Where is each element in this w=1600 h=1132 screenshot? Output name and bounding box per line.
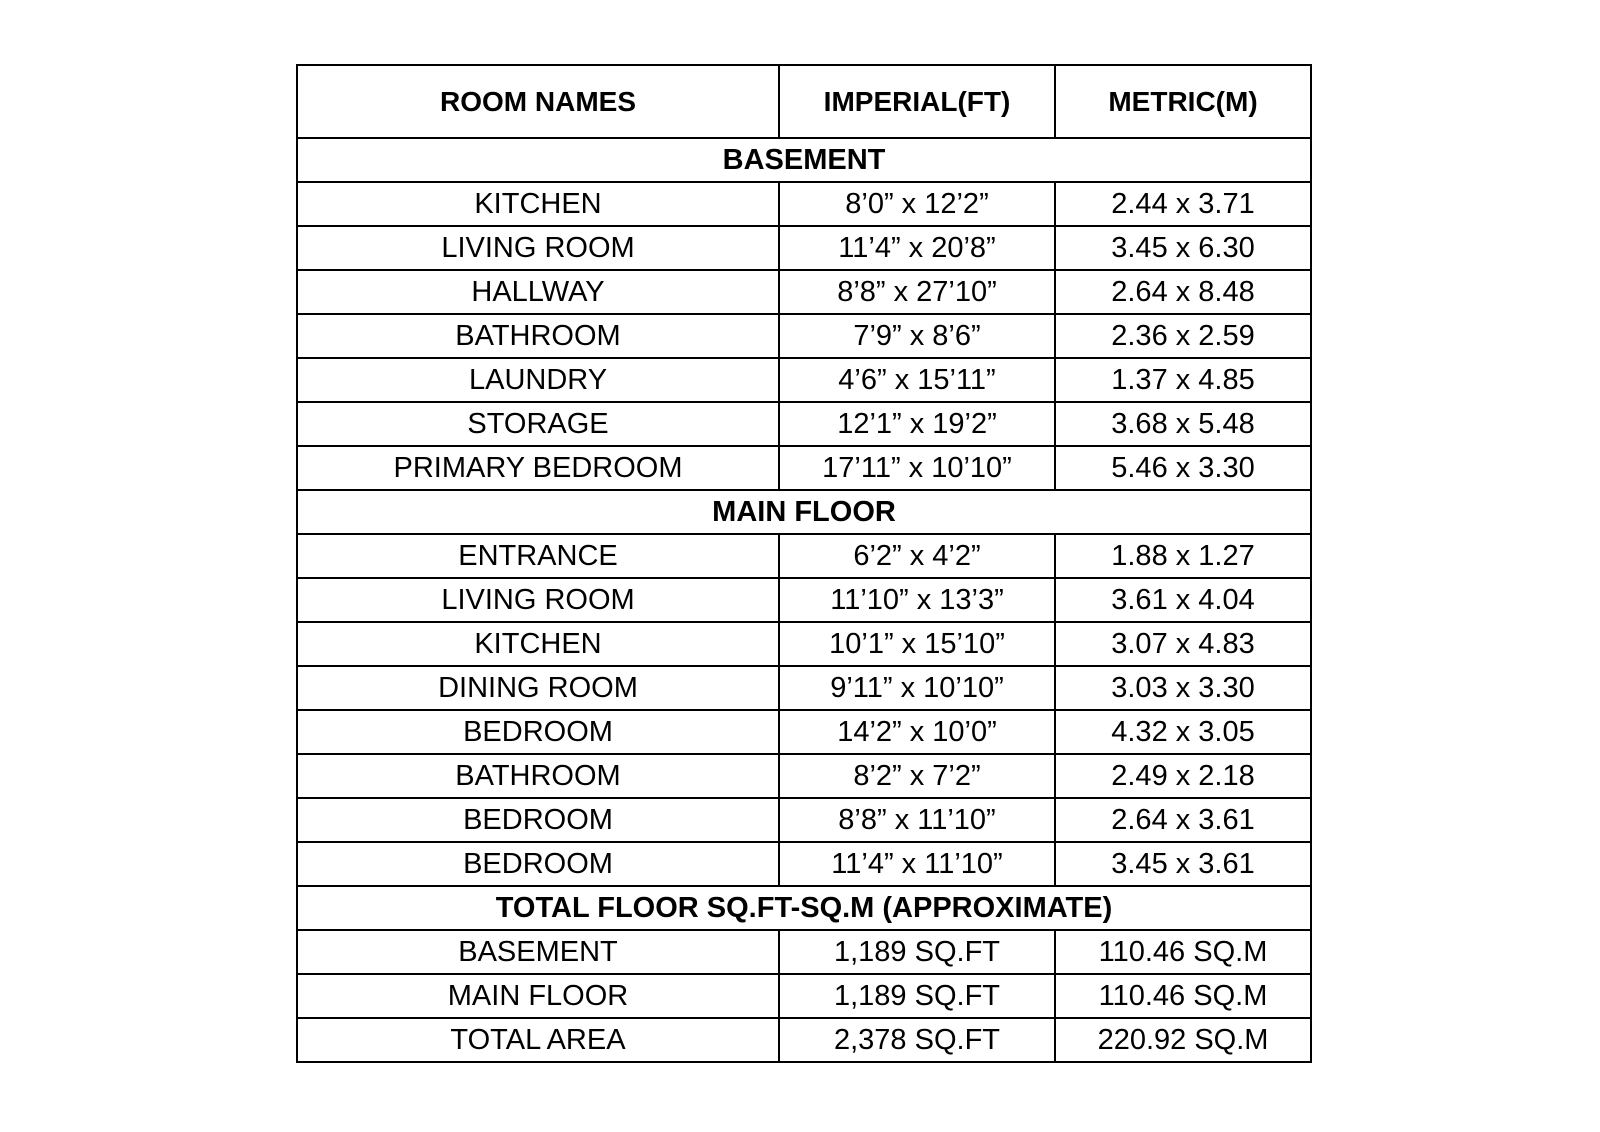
metric-cell: 2.64 x 8.48 [1055,270,1311,314]
room-name-cell: LAUNDRY [297,358,779,402]
room-name-cell: KITCHEN [297,622,779,666]
table-row [297,710,1311,754]
metric-cell: 220.92 SQ.M [1055,1018,1311,1062]
table-row [297,270,1311,314]
table-body [297,138,1311,1062]
table-row [297,974,1311,1018]
room-name-cell: BASEMENT [297,930,779,974]
room-name-cell: KITCHEN [297,182,779,226]
imperial-cell: 8’0” x 12’2” [779,182,1055,226]
metric-cell: 3.45 x 6.30 [1055,226,1311,270]
room-name-cell: LIVING ROOM [297,578,779,622]
section-row [297,490,1311,534]
metric-cell: 3.07 x 4.83 [1055,622,1311,666]
section-title: BASEMENT [297,138,1311,182]
imperial-cell: 14’2” x 10’0” [779,710,1055,754]
imperial-cell: 11’10” x 13’3” [779,578,1055,622]
imperial-cell: 11’4” x 20’8” [779,226,1055,270]
table-row [297,1018,1311,1062]
table-row [297,534,1311,578]
room-name-cell: BEDROOM [297,842,779,886]
metric-cell: 2.36 x 2.59 [1055,314,1311,358]
table-row [297,314,1311,358]
room-name-cell: BATHROOM [297,754,779,798]
room-name-cell: DINING ROOM [297,666,779,710]
imperial-cell: 2,378 SQ.FT [779,1018,1055,1062]
metric-cell: 5.46 x 3.30 [1055,446,1311,490]
imperial-cell: 8’2” x 7’2” [779,754,1055,798]
header-imperial: IMPERIAL(FT) [779,65,1055,138]
table-row [297,402,1311,446]
table-row [297,930,1311,974]
imperial-cell: 4’6” x 15’11” [779,358,1055,402]
imperial-cell: 1,189 SQ.FT [779,974,1055,1018]
room-name-cell: MAIN FLOOR [297,974,779,1018]
room-name-cell: BEDROOM [297,710,779,754]
imperial-cell: 1,189 SQ.FT [779,930,1055,974]
table-row [297,226,1311,270]
imperial-cell: 6’2” x 4’2” [779,534,1055,578]
section-row [297,138,1311,182]
imperial-cell: 17’11” x 10’10” [779,446,1055,490]
room-dimensions-sheet [296,64,1310,1063]
section-title: MAIN FLOOR [297,490,1311,534]
metric-cell: 2.44 x 3.71 [1055,182,1311,226]
room-name-cell: BATHROOM [297,314,779,358]
imperial-cell: 10’1” x 15’10” [779,622,1055,666]
table-row [297,182,1311,226]
imperial-cell: 8’8” x 27’10” [779,270,1055,314]
table-row [297,798,1311,842]
metric-cell: 110.46 SQ.M [1055,974,1311,1018]
table-row [297,622,1311,666]
imperial-cell: 11’4” x 11’10” [779,842,1055,886]
section-title: TOTAL FLOOR SQ.FT-SQ.M (APPROXIMATE) [297,886,1311,930]
metric-cell: 3.68 x 5.48 [1055,402,1311,446]
header-row [297,65,1311,138]
table-row [297,842,1311,886]
section-row [297,886,1311,930]
header-metric: METRIC(M) [1055,65,1311,138]
metric-cell: 110.46 SQ.M [1055,930,1311,974]
room-name-cell: BEDROOM [297,798,779,842]
metric-cell: 3.61 x 4.04 [1055,578,1311,622]
metric-cell: 1.88 x 1.27 [1055,534,1311,578]
imperial-cell: 12’1” x 19’2” [779,402,1055,446]
metric-cell: 3.45 x 3.61 [1055,842,1311,886]
metric-cell: 4.32 x 3.05 [1055,710,1311,754]
table-row [297,446,1311,490]
metric-cell: 2.64 x 3.61 [1055,798,1311,842]
room-name-cell: ENTRANCE [297,534,779,578]
table-row [297,358,1311,402]
table-row [297,578,1311,622]
imperial-cell: 9’11” x 10’10” [779,666,1055,710]
imperial-cell: 7’9” x 8’6” [779,314,1055,358]
room-name-cell: STORAGE [297,402,779,446]
room-name-cell: HALLWAY [297,270,779,314]
imperial-cell: 8’8” x 11’10” [779,798,1055,842]
room-name-cell: PRIMARY BEDROOM [297,446,779,490]
metric-cell: 2.49 x 2.18 [1055,754,1311,798]
room-name-cell: LIVING ROOM [297,226,779,270]
header-room-names: ROOM NAMES [297,65,779,138]
table-row [297,666,1311,710]
room-name-cell: TOTAL AREA [297,1018,779,1062]
metric-cell: 3.03 x 3.30 [1055,666,1311,710]
table-row [297,754,1311,798]
metric-cell: 1.37 x 4.85 [1055,358,1311,402]
room-dimensions-table [296,64,1312,1063]
